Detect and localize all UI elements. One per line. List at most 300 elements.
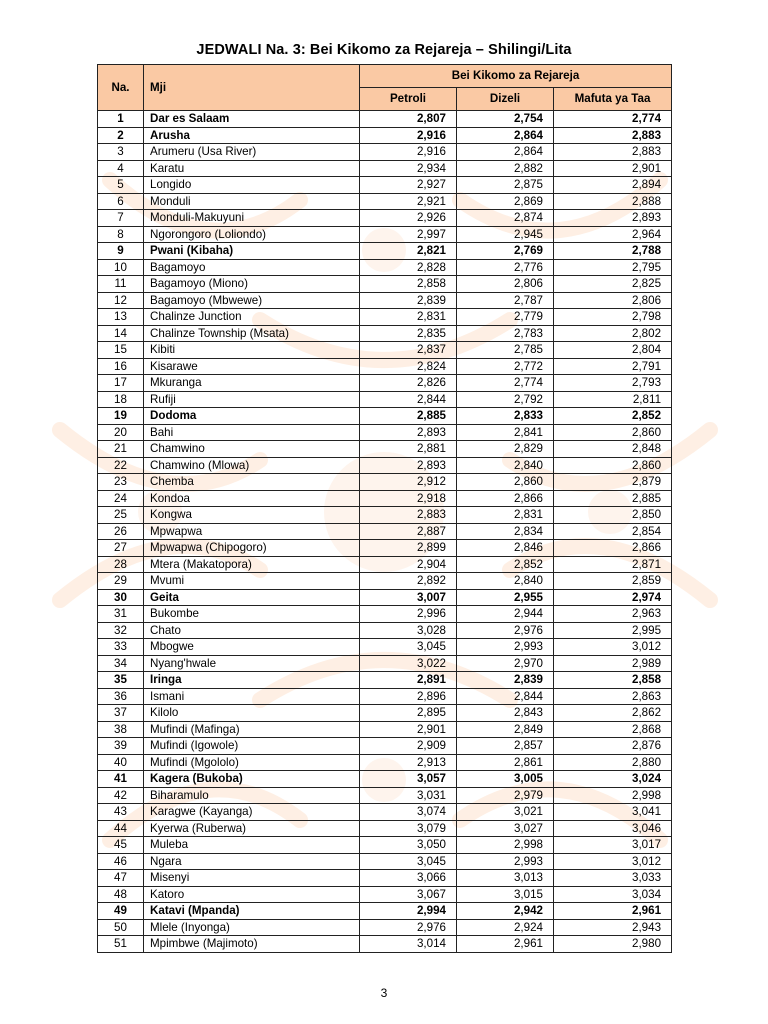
cell-petrol: 3,074 xyxy=(360,804,457,821)
cell-no: 26 xyxy=(98,523,144,540)
table-row xyxy=(98,457,672,474)
col-header-petrol: Petroli xyxy=(360,88,457,111)
cell-city: Kagera (Bukoba) xyxy=(144,771,360,788)
cell-no: 35 xyxy=(98,672,144,689)
cell-city: Chalinze Junction xyxy=(144,309,360,326)
cell-kerosene: 2,850 xyxy=(554,507,672,524)
cell-no: 25 xyxy=(98,507,144,524)
cell-kerosene: 2,774 xyxy=(554,111,672,128)
cell-petrol: 3,067 xyxy=(360,886,457,903)
cell-diesel: 2,772 xyxy=(457,358,554,375)
table-row xyxy=(98,408,672,425)
cell-kerosene: 3,046 xyxy=(554,820,672,837)
table-row xyxy=(98,342,672,359)
cell-no: 34 xyxy=(98,655,144,672)
table-row xyxy=(98,886,672,903)
table-row xyxy=(98,738,672,755)
cell-diesel: 2,857 xyxy=(457,738,554,755)
cell-city: Kyerwa (Ruberwa) xyxy=(144,820,360,837)
cell-kerosene: 2,852 xyxy=(554,408,672,425)
table-row xyxy=(98,622,672,639)
cell-petrol: 2,895 xyxy=(360,705,457,722)
cell-kerosene: 2,862 xyxy=(554,705,672,722)
cell-petrol: 3,057 xyxy=(360,771,457,788)
table-row xyxy=(98,573,672,590)
cell-kerosene: 2,825 xyxy=(554,276,672,293)
cell-petrol: 2,881 xyxy=(360,441,457,458)
cell-petrol: 2,896 xyxy=(360,688,457,705)
cell-city: Rufiji xyxy=(144,391,360,408)
table-row xyxy=(98,688,672,705)
table-row xyxy=(98,523,672,540)
cell-petrol: 2,887 xyxy=(360,523,457,540)
cell-no: 18 xyxy=(98,391,144,408)
cell-diesel: 2,869 xyxy=(457,193,554,210)
cell-city: Bagamoyo (Mbwewe) xyxy=(144,292,360,309)
cell-kerosene: 2,866 xyxy=(554,540,672,557)
cell-petrol: 3,031 xyxy=(360,787,457,804)
cell-city: Ngara xyxy=(144,853,360,870)
cell-no: 5 xyxy=(98,177,144,194)
cell-no: 12 xyxy=(98,292,144,309)
cell-city: Iringa xyxy=(144,672,360,689)
cell-city: Bagamoyo (Miono) xyxy=(144,276,360,293)
col-header-diesel: Dizeli xyxy=(457,88,554,111)
cell-city: Bagamoyo xyxy=(144,259,360,276)
cell-diesel: 3,015 xyxy=(457,886,554,903)
table-row xyxy=(98,226,672,243)
cell-petrol: 2,913 xyxy=(360,754,457,771)
cell-kerosene: 2,811 xyxy=(554,391,672,408)
table-row xyxy=(98,292,672,309)
cell-diesel: 2,840 xyxy=(457,573,554,590)
cell-city: Nyang'hwale xyxy=(144,655,360,672)
cell-petrol: 2,891 xyxy=(360,672,457,689)
cell-city: Mbogwe xyxy=(144,639,360,656)
table-row xyxy=(98,375,672,392)
cell-petrol: 2,918 xyxy=(360,490,457,507)
cell-city: Mpwapwa (Chipogoro) xyxy=(144,540,360,557)
table-row xyxy=(98,540,672,557)
cell-no: 21 xyxy=(98,441,144,458)
table-row xyxy=(98,160,672,177)
cell-city: Longido xyxy=(144,177,360,194)
table-row xyxy=(98,507,672,524)
table-row xyxy=(98,193,672,210)
cell-kerosene: 3,012 xyxy=(554,853,672,870)
cell-diesel: 2,783 xyxy=(457,325,554,342)
cell-diesel: 3,021 xyxy=(457,804,554,821)
cell-kerosene: 2,858 xyxy=(554,672,672,689)
cell-kerosene: 2,879 xyxy=(554,474,672,491)
cell-kerosene: 2,791 xyxy=(554,358,672,375)
cell-kerosene: 2,883 xyxy=(554,127,672,144)
cell-city: Ngorongoro (Loliondo) xyxy=(144,226,360,243)
cell-kerosene: 3,041 xyxy=(554,804,672,821)
cell-no: 46 xyxy=(98,853,144,870)
page-number: 3 xyxy=(380,986,388,1000)
cell-no: 49 xyxy=(98,903,144,920)
cell-city: Dar es Salaam xyxy=(144,111,360,128)
cell-petrol: 3,022 xyxy=(360,655,457,672)
cell-city: Geita xyxy=(144,589,360,606)
cell-city: Kisarawe xyxy=(144,358,360,375)
cell-kerosene: 2,798 xyxy=(554,309,672,326)
cell-city: Chamwino (Mlowa) xyxy=(144,457,360,474)
cell-city: Mufindi (Igowole) xyxy=(144,738,360,755)
cell-kerosene: 2,880 xyxy=(554,754,672,771)
cell-diesel: 2,792 xyxy=(457,391,554,408)
cell-petrol: 2,921 xyxy=(360,193,457,210)
cell-kerosene: 2,989 xyxy=(554,655,672,672)
cell-city: Mufindi (Mgololo) xyxy=(144,754,360,771)
cell-no: 14 xyxy=(98,325,144,342)
cell-petrol: 2,899 xyxy=(360,540,457,557)
cell-diesel: 3,013 xyxy=(457,870,554,887)
cell-petrol: 2,912 xyxy=(360,474,457,491)
cell-kerosene: 2,876 xyxy=(554,738,672,755)
cell-kerosene: 2,868 xyxy=(554,721,672,738)
cell-diesel: 2,754 xyxy=(457,111,554,128)
cell-diesel: 2,993 xyxy=(457,853,554,870)
cell-petrol: 2,828 xyxy=(360,259,457,276)
cell-kerosene: 2,871 xyxy=(554,556,672,573)
cell-diesel: 2,844 xyxy=(457,688,554,705)
table-row xyxy=(98,672,672,689)
cell-no: 43 xyxy=(98,804,144,821)
cell-diesel: 2,961 xyxy=(457,936,554,953)
cell-diesel: 2,864 xyxy=(457,127,554,144)
cell-city: Muleba xyxy=(144,837,360,854)
cell-kerosene: 3,012 xyxy=(554,639,672,656)
cell-no: 31 xyxy=(98,606,144,623)
cell-no: 19 xyxy=(98,408,144,425)
cell-city: Mlele (Inyonga) xyxy=(144,919,360,936)
cell-diesel: 2,945 xyxy=(457,226,554,243)
table-row xyxy=(98,655,672,672)
cell-kerosene: 3,034 xyxy=(554,886,672,903)
cell-diesel: 2,998 xyxy=(457,837,554,854)
cell-no: 38 xyxy=(98,721,144,738)
cell-kerosene: 2,943 xyxy=(554,919,672,936)
cell-no: 51 xyxy=(98,936,144,953)
cell-no: 11 xyxy=(98,276,144,293)
table-row xyxy=(98,639,672,656)
cell-petrol: 2,997 xyxy=(360,226,457,243)
cell-petrol: 2,927 xyxy=(360,177,457,194)
cell-diesel: 2,833 xyxy=(457,408,554,425)
cell-petrol: 2,831 xyxy=(360,309,457,326)
cell-city: Dodoma xyxy=(144,408,360,425)
cell-petrol: 2,976 xyxy=(360,919,457,936)
cell-city: Misenyi xyxy=(144,870,360,887)
cell-no: 6 xyxy=(98,193,144,210)
table-row xyxy=(98,391,672,408)
table-row xyxy=(98,276,672,293)
cell-kerosene: 2,859 xyxy=(554,573,672,590)
cell-kerosene: 2,980 xyxy=(554,936,672,953)
cell-petrol: 2,994 xyxy=(360,903,457,920)
cell-city: Karagwe (Kayanga) xyxy=(144,804,360,821)
cell-city: Karatu xyxy=(144,160,360,177)
cell-diesel: 2,944 xyxy=(457,606,554,623)
cell-petrol: 3,050 xyxy=(360,837,457,854)
cell-diesel: 2,976 xyxy=(457,622,554,639)
cell-diesel: 2,846 xyxy=(457,540,554,557)
cell-kerosene: 3,033 xyxy=(554,870,672,887)
cell-city: Mtera (Makatopora) xyxy=(144,556,360,573)
table-row xyxy=(98,243,672,260)
table-row xyxy=(98,837,672,854)
cell-diesel: 2,860 xyxy=(457,474,554,491)
cell-petrol: 2,893 xyxy=(360,457,457,474)
cell-diesel: 2,882 xyxy=(457,160,554,177)
table-row xyxy=(98,144,672,161)
cell-kerosene: 2,901 xyxy=(554,160,672,177)
cell-no: 1 xyxy=(98,111,144,128)
cell-city: Chalinze Township (Msata) xyxy=(144,325,360,342)
cell-petrol: 2,885 xyxy=(360,408,457,425)
table-row xyxy=(98,853,672,870)
cell-city: Mkuranga xyxy=(144,375,360,392)
cell-no: 32 xyxy=(98,622,144,639)
cell-petrol: 2,837 xyxy=(360,342,457,359)
cell-no: 27 xyxy=(98,540,144,557)
cell-no: 4 xyxy=(98,160,144,177)
table-row xyxy=(98,424,672,441)
table-row xyxy=(98,325,672,342)
cell-kerosene: 2,788 xyxy=(554,243,672,260)
table-row xyxy=(98,441,672,458)
cell-kerosene: 2,795 xyxy=(554,259,672,276)
cell-no: 39 xyxy=(98,738,144,755)
cell-petrol: 3,066 xyxy=(360,870,457,887)
cell-kerosene: 2,804 xyxy=(554,342,672,359)
cell-no: 22 xyxy=(98,457,144,474)
cell-no: 47 xyxy=(98,870,144,887)
cell-diesel: 2,774 xyxy=(457,375,554,392)
cell-no: 41 xyxy=(98,771,144,788)
retail-price-table xyxy=(97,64,672,953)
cell-petrol: 2,892 xyxy=(360,573,457,590)
cell-diesel: 2,776 xyxy=(457,259,554,276)
table-row xyxy=(98,127,672,144)
table-row xyxy=(98,490,672,507)
cell-city: Ismani xyxy=(144,688,360,705)
cell-city: Katavi (Mpanda) xyxy=(144,903,360,920)
cell-no: 40 xyxy=(98,754,144,771)
cell-diesel: 2,843 xyxy=(457,705,554,722)
table-row xyxy=(98,936,672,953)
cell-diesel: 2,874 xyxy=(457,210,554,227)
cell-petrol: 2,901 xyxy=(360,721,457,738)
cell-petrol: 3,014 xyxy=(360,936,457,953)
cell-kerosene: 2,998 xyxy=(554,787,672,804)
table-row xyxy=(98,820,672,837)
cell-petrol: 2,904 xyxy=(360,556,457,573)
cell-no: 37 xyxy=(98,705,144,722)
cell-city: Arusha xyxy=(144,127,360,144)
cell-no: 2 xyxy=(98,127,144,144)
cell-no: 36 xyxy=(98,688,144,705)
table-row xyxy=(98,754,672,771)
col-header-kerosene: Mafuta ya Taa xyxy=(554,88,672,111)
col-header-no: Na. xyxy=(98,65,144,111)
cell-city: Chamwino xyxy=(144,441,360,458)
cell-diesel: 2,806 xyxy=(457,276,554,293)
cell-kerosene: 2,961 xyxy=(554,903,672,920)
cell-petrol: 2,807 xyxy=(360,111,457,128)
cell-diesel: 2,839 xyxy=(457,672,554,689)
table-row xyxy=(98,771,672,788)
cell-petrol: 2,893 xyxy=(360,424,457,441)
table-row xyxy=(98,870,672,887)
cell-city: Monduli-Makuyuni xyxy=(144,210,360,227)
table-row xyxy=(98,259,672,276)
table-row xyxy=(98,358,672,375)
cell-kerosene: 2,885 xyxy=(554,490,672,507)
table-row xyxy=(98,721,672,738)
cell-kerosene: 2,860 xyxy=(554,424,672,441)
cell-petrol: 2,916 xyxy=(360,144,457,161)
cell-city: Mpimbwe (Majimoto) xyxy=(144,936,360,953)
cell-city: Chato xyxy=(144,622,360,639)
cell-petrol: 2,926 xyxy=(360,210,457,227)
cell-no: 7 xyxy=(98,210,144,227)
cell-diesel: 2,861 xyxy=(457,754,554,771)
cell-no: 42 xyxy=(98,787,144,804)
cell-city: Chemba xyxy=(144,474,360,491)
cell-kerosene: 2,848 xyxy=(554,441,672,458)
cell-petrol: 2,916 xyxy=(360,127,457,144)
table-row xyxy=(98,309,672,326)
cell-diesel: 2,769 xyxy=(457,243,554,260)
cell-diesel: 2,924 xyxy=(457,919,554,936)
cell-no: 15 xyxy=(98,342,144,359)
table-row xyxy=(98,804,672,821)
table-title: JEDWALI Na. 3: Bei Kikomo za Rejareja – Shilingi/Lita xyxy=(196,42,572,58)
cell-no: 10 xyxy=(98,259,144,276)
cell-diesel: 2,864 xyxy=(457,144,554,161)
cell-petrol: 2,824 xyxy=(360,358,457,375)
table-row xyxy=(98,589,672,606)
table-row xyxy=(98,111,672,128)
cell-no: 33 xyxy=(98,639,144,656)
cell-city: Arumeru (Usa River) xyxy=(144,144,360,161)
cell-kerosene: 2,854 xyxy=(554,523,672,540)
cell-kerosene: 2,964 xyxy=(554,226,672,243)
cell-diesel: 2,849 xyxy=(457,721,554,738)
cell-diesel: 2,785 xyxy=(457,342,554,359)
cell-no: 45 xyxy=(98,837,144,854)
cell-petrol: 3,045 xyxy=(360,639,457,656)
table-row xyxy=(98,919,672,936)
cell-petrol: 2,826 xyxy=(360,375,457,392)
cell-kerosene: 2,860 xyxy=(554,457,672,474)
cell-no: 3 xyxy=(98,144,144,161)
cell-diesel: 3,005 xyxy=(457,771,554,788)
cell-diesel: 2,831 xyxy=(457,507,554,524)
cell-kerosene: 2,963 xyxy=(554,606,672,623)
cell-petrol: 2,844 xyxy=(360,391,457,408)
cell-petrol: 2,835 xyxy=(360,325,457,342)
cell-no: 29 xyxy=(98,573,144,590)
cell-no: 20 xyxy=(98,424,144,441)
cell-no: 48 xyxy=(98,886,144,903)
cell-city: Kilolo xyxy=(144,705,360,722)
cell-petrol: 3,028 xyxy=(360,622,457,639)
table-row xyxy=(98,903,672,920)
cell-diesel: 2,841 xyxy=(457,424,554,441)
cell-city: Bukombe xyxy=(144,606,360,623)
cell-no: 9 xyxy=(98,243,144,260)
cell-no: 24 xyxy=(98,490,144,507)
cell-city: Mvumi xyxy=(144,573,360,590)
cell-no: 13 xyxy=(98,309,144,326)
table-row xyxy=(98,606,672,623)
cell-diesel: 2,866 xyxy=(457,490,554,507)
table-row xyxy=(98,210,672,227)
cell-city: Kongwa xyxy=(144,507,360,524)
cell-diesel: 2,970 xyxy=(457,655,554,672)
cell-kerosene: 2,893 xyxy=(554,210,672,227)
cell-diesel: 2,875 xyxy=(457,177,554,194)
cell-city: Monduli xyxy=(144,193,360,210)
cell-petrol: 2,839 xyxy=(360,292,457,309)
col-header-group: Bei Kikomo za Rejareja xyxy=(360,65,672,88)
cell-diesel: 2,955 xyxy=(457,589,554,606)
cell-kerosene: 2,894 xyxy=(554,177,672,194)
cell-city: Katoro xyxy=(144,886,360,903)
table-row xyxy=(98,474,672,491)
cell-petrol: 2,858 xyxy=(360,276,457,293)
cell-no: 28 xyxy=(98,556,144,573)
cell-kerosene: 2,802 xyxy=(554,325,672,342)
cell-city: Kibiti xyxy=(144,342,360,359)
cell-kerosene: 2,793 xyxy=(554,375,672,392)
cell-diesel: 2,787 xyxy=(457,292,554,309)
table-row xyxy=(98,787,672,804)
cell-diesel: 2,840 xyxy=(457,457,554,474)
cell-petrol: 2,909 xyxy=(360,738,457,755)
cell-petrol: 3,079 xyxy=(360,820,457,837)
cell-diesel: 3,027 xyxy=(457,820,554,837)
cell-kerosene: 3,024 xyxy=(554,771,672,788)
cell-no: 50 xyxy=(98,919,144,936)
cell-no: 30 xyxy=(98,589,144,606)
table-row xyxy=(98,177,672,194)
cell-city: Mpwapwa xyxy=(144,523,360,540)
col-header-city: Mji xyxy=(144,65,360,111)
cell-petrol: 2,883 xyxy=(360,507,457,524)
cell-city: Biharamulo xyxy=(144,787,360,804)
cell-city: Bahi xyxy=(144,424,360,441)
cell-city: Pwani (Kibaha) xyxy=(144,243,360,260)
cell-petrol: 2,934 xyxy=(360,160,457,177)
cell-petrol: 2,821 xyxy=(360,243,457,260)
cell-diesel: 2,852 xyxy=(457,556,554,573)
cell-diesel: 2,834 xyxy=(457,523,554,540)
cell-diesel: 2,829 xyxy=(457,441,554,458)
cell-petrol: 3,045 xyxy=(360,853,457,870)
cell-diesel: 2,979 xyxy=(457,787,554,804)
cell-city: Mufindi (Mafinga) xyxy=(144,721,360,738)
cell-no: 17 xyxy=(98,375,144,392)
cell-kerosene: 2,974 xyxy=(554,589,672,606)
cell-petrol: 2,996 xyxy=(360,606,457,623)
cell-kerosene: 2,888 xyxy=(554,193,672,210)
cell-diesel: 2,942 xyxy=(457,903,554,920)
